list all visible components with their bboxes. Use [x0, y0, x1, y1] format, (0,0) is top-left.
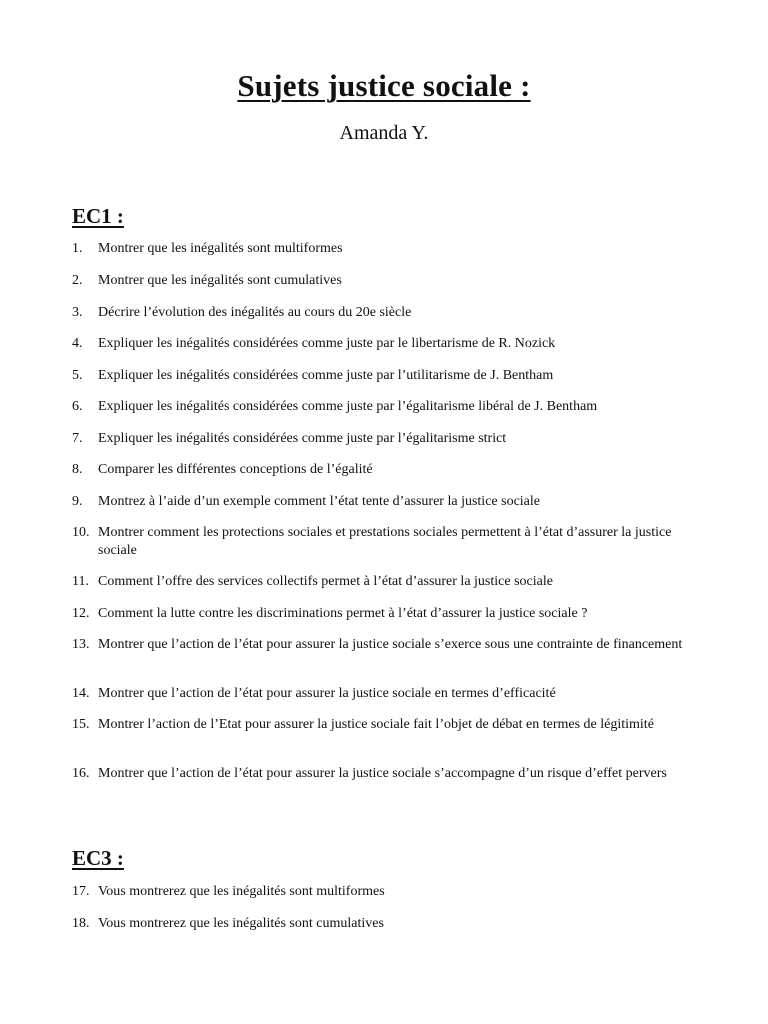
- item-number: 11.: [72, 574, 89, 589]
- list-item: [72, 430, 698, 448]
- item-number: 12.: [72, 606, 90, 621]
- section-heading-ec3: EC3 :: [72, 846, 124, 870]
- item-number: 3.: [72, 305, 83, 320]
- item-number: 16.: [72, 766, 90, 781]
- item-text: Montrer que l’action de l’état pour assurer la justice sociale en termes d’efficacité: [98, 686, 556, 701]
- item-text: Comparer les différentes conceptions de l’égalité: [98, 462, 373, 477]
- item-text: Montrer que l’action de l’état pour assurer la justice sociale s’exerce sous une contrainte de financement: [98, 637, 683, 652]
- list-item: [72, 493, 698, 511]
- list-item: [72, 573, 698, 591]
- item-text: Expliquer les inégalités considérées comme juste par l’égalitarisme strict: [98, 431, 507, 446]
- list-item: [72, 685, 698, 703]
- list-item: [72, 605, 698, 623]
- document-title: Sujets justice sociale :: [237, 68, 531, 103]
- item-text: Montrer que les inégalités sont multiformes: [98, 241, 343, 256]
- list-item: [72, 272, 698, 290]
- section-heading-ec1: EC1 :: [72, 204, 124, 228]
- item-text: Montrer l’action de l’Etat pour assurer la justice sociale fait l’objet de débat en termes de légitimité: [98, 717, 654, 732]
- item-number: 14.: [72, 686, 90, 701]
- item-text: Expliquer les inégalités considérées comme juste par l’utilitarisme de J. Bentham: [98, 368, 554, 383]
- item-number: 7.: [72, 431, 83, 446]
- item-number: 6.: [72, 399, 83, 414]
- item-number: 10.: [72, 525, 90, 540]
- item-text: Montrez à l’aide d’un exemple comment l’état tente d’assurer la justice sociale: [98, 494, 540, 509]
- list-item: [72, 765, 698, 783]
- list-item: [72, 636, 698, 654]
- list-item: [72, 398, 698, 416]
- list-item: [72, 883, 698, 901]
- item-number: 13.: [72, 637, 90, 652]
- list-item: [72, 240, 698, 258]
- item-text: Montrer que les inégalités sont cumulatives: [98, 273, 342, 288]
- item-text: Expliquer les inégalités considérées comme juste par le libertarisme de R. Nozick: [98, 336, 556, 351]
- item-number: 15.: [72, 717, 90, 732]
- item-number: 2.: [72, 273, 83, 288]
- item-text: Vous montrerez que les inégalités sont cumulatives: [98, 916, 384, 931]
- item-number: 5.: [72, 368, 83, 383]
- item-number: 17.: [72, 884, 90, 899]
- item-text: Décrire l’évolution des inégalités au cours du 20e siècle: [98, 305, 412, 320]
- item-text: Vous montrerez que les inégalités sont multiformes: [98, 884, 385, 899]
- list-item: [72, 367, 698, 385]
- list-item: [72, 915, 698, 933]
- list-item: [72, 716, 698, 734]
- list-item: [72, 304, 698, 322]
- document-author: Amanda Y.: [339, 122, 429, 144]
- item-number: 4.: [72, 336, 83, 351]
- item-text: Montrer que l’action de l’état pour assurer la justice sociale s’accompagne d’un risque d’effet pervers: [98, 766, 667, 781]
- item-number: 8.: [72, 462, 83, 477]
- list-item: [72, 461, 698, 479]
- list-item: [72, 524, 698, 559]
- item-text: Comment l’offre des services collectifs permet à l’état d’assurer la justice sociale: [98, 574, 553, 589]
- item-text: Comment la lutte contre les discriminations permet à l’état d’assurer la justice sociale ?: [98, 606, 588, 621]
- item-number: 9.: [72, 494, 83, 509]
- item-text: Expliquer les inégalités considérées comme juste par l’égalitarisme libéral de J. Bentham: [98, 399, 598, 414]
- item-text: Montrer comment les protections sociales et prestations sociales permettent à l’état d’assurer la justice sociale: [98, 525, 672, 558]
- item-number: 18.: [72, 916, 90, 931]
- item-number: 1.: [72, 241, 83, 256]
- list-item: [72, 335, 698, 353]
